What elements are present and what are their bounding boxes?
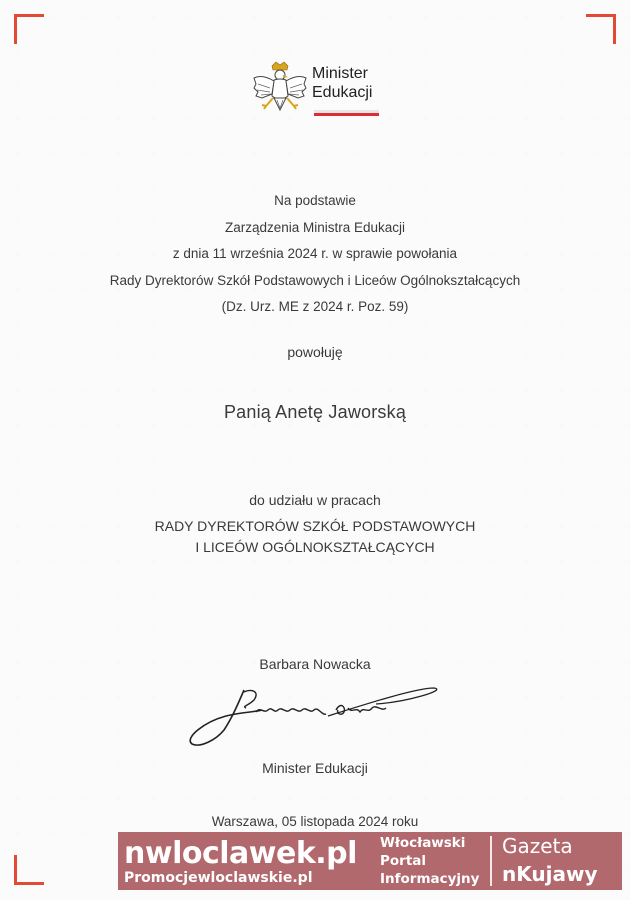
corner-mark-bottom-left	[14, 855, 44, 885]
legal-basis-line: z dnia 11 września 2024 r. w sprawie powołania	[172, 246, 458, 261]
legal-basis	[0, 188, 630, 321]
council-name	[0, 516, 630, 558]
banner-divider	[490, 836, 492, 886]
ministry-name-line2: Edukacji	[312, 84, 373, 101]
banner-gazeta-name: nKujawy	[502, 862, 598, 886]
signer-title: Minister Edukacji	[262, 760, 368, 776]
banner-portal-text	[380, 834, 479, 888]
signer-name: Barbara Nowacka	[259, 656, 371, 672]
council-name-line2: I LICEÓW OGÓLNOKSZTAŁCĄCYCH	[195, 539, 435, 555]
corner-mark-top-right	[586, 14, 616, 44]
participation-text: do udziału w pracach	[249, 492, 381, 508]
ministry-logo	[252, 58, 392, 122]
banner-portal-line2: Portal	[380, 853, 427, 869]
flag-stripe	[314, 110, 379, 116]
ministry-name-line1: Minister	[312, 65, 369, 82]
banner-portal-line3: Informacyjny	[380, 871, 480, 887]
banner-portal-line1: Włocławski	[380, 835, 466, 851]
banner-gazeta: Gazeta	[502, 834, 573, 858]
legal-basis-line: Rady Dyrektorów Szkół Podstawowych i Liceów Ogólnokształcących	[109, 272, 521, 288]
watermark-banner	[118, 832, 622, 890]
handwritten-signature	[186, 682, 442, 752]
legal-basis-line: Zarządzenia Ministra Edukacji	[224, 219, 406, 235]
recipient-name: Panią Anetę Jaworską	[223, 402, 407, 422]
council-name-line1: RADY DYREKTORÓW SZKÓŁ PODSTAWOWYCH	[154, 518, 476, 534]
corner-mark-top-left	[14, 14, 44, 44]
banner-site-name: nwloclawek.pl	[124, 836, 357, 871]
banner-promo-site: Promocjewloclawskie.pl	[124, 870, 313, 886]
appointment-verb: powołuję	[287, 344, 343, 360]
ministry-name	[312, 64, 372, 102]
place-and-date: Warszawa, 05 listopada 2024 roku	[211, 814, 419, 829]
legal-basis-line: (Dz. Urz. ME z 2024 r. Poz. 59)	[221, 299, 409, 314]
polish-eagle-emblem-icon	[252, 60, 308, 118]
legal-basis-line: Na podstawie	[274, 193, 356, 208]
